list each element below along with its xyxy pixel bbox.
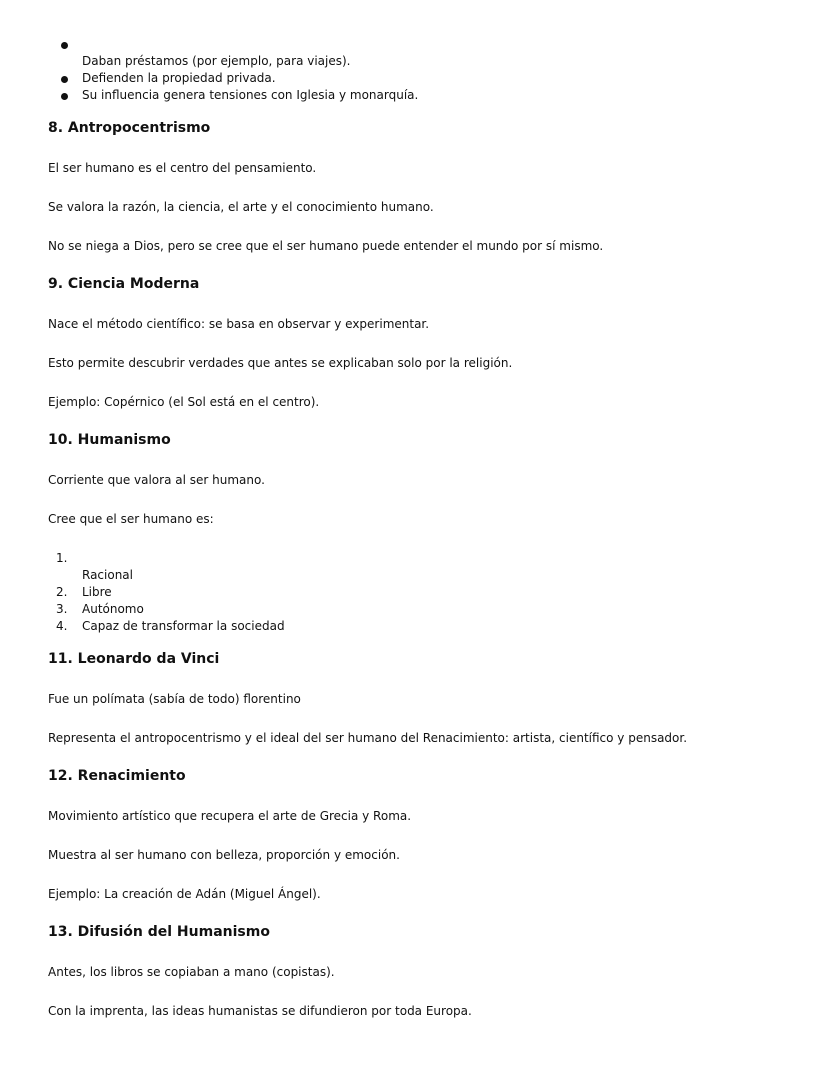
list-item: Su influencia genera tensiones con Iglesia y monarquía. bbox=[48, 87, 788, 104]
list-number: 3. bbox=[56, 602, 68, 616]
list-item bbox=[48, 601, 788, 618]
list-item: Daban préstamos (por ejemplo, para viajes). bbox=[82, 54, 351, 68]
paragraph: Muestra al ser humano con belleza, proporción y emoción. bbox=[48, 848, 400, 862]
paragraph: Nace el método científico: se basa en observar y experimentar. bbox=[48, 317, 430, 331]
section-title-renacimiento: 12. Renacimiento bbox=[48, 768, 186, 784]
list-number: 4. bbox=[56, 619, 68, 633]
list-number: 2. bbox=[56, 585, 68, 599]
paragraph: Se valora la razón, la ciencia, el arte y el conocimiento humano. bbox=[48, 200, 434, 214]
paragraph: Representa el antropocentrismo y el ideal del ser humano del Renacimiento: artista, científico y pensador. bbox=[48, 731, 688, 745]
paragraph: Movimiento artístico que recupera el arte de Grecia y Roma. bbox=[48, 809, 412, 823]
section-title-antropocentrismo: 8. Antropocentrismo bbox=[48, 120, 211, 136]
list-item bbox=[48, 550, 788, 584]
paragraph: Con la imprenta, las ideas humanistas se difundieron por toda Europa. bbox=[48, 1004, 472, 1018]
paragraph: Corriente que valora al ser humano. bbox=[48, 473, 265, 487]
numbered-list bbox=[48, 550, 788, 635]
paragraph: Ejemplo: La creación de Adán (Miguel Ángel). bbox=[48, 887, 321, 901]
list-item bbox=[48, 618, 788, 635]
top-bullet-list bbox=[48, 36, 788, 104]
paragraph: No se niega a Dios, pero se cree que el ser humano puede entender el mundo por sí mismo. bbox=[48, 239, 604, 253]
list-item-label: Racional bbox=[82, 568, 133, 582]
paragraph: El ser humano es el centro del pensamiento. bbox=[48, 161, 317, 175]
section-title-ciencia-moderna: 9. Ciencia Moderna bbox=[48, 276, 200, 292]
list-number: 1. bbox=[56, 551, 68, 565]
paragraph: Esto permite descubrir verdades que antes se explicaban solo por la religión. bbox=[48, 356, 513, 370]
list-item: Defienden la propiedad privada. bbox=[48, 70, 788, 87]
list-item-label: Libre bbox=[82, 585, 112, 599]
document-page bbox=[48, 36, 788, 1020]
list-item bbox=[48, 36, 788, 53]
paragraph: Ejemplo: Copérnico (el Sol está en el centro). bbox=[48, 395, 320, 409]
section-title-humanismo: 10. Humanismo bbox=[48, 432, 171, 448]
list-item bbox=[48, 584, 788, 601]
list-item-label: Autónomo bbox=[82, 602, 144, 616]
paragraph: Fue un polímata (sabía de todo) florentino bbox=[48, 692, 301, 706]
section-title-difusion-del-humanismo: 13. Difusión del Humanismo bbox=[48, 924, 270, 940]
section-title-leonardo-da-vinci: 11. Leonardo da Vinci bbox=[48, 651, 220, 667]
paragraph: Cree que el ser humano es: bbox=[48, 512, 214, 526]
paragraph: Antes, los libros se copiaban a mano (copistas). bbox=[48, 965, 335, 979]
list-item-label: Capaz de transformar la sociedad bbox=[82, 619, 285, 633]
